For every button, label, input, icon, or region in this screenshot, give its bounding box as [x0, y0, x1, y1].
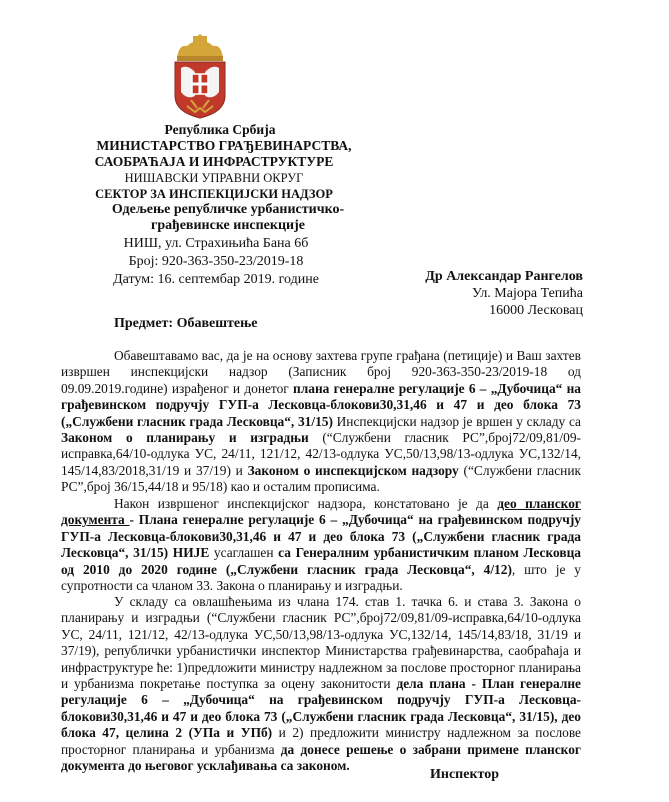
p3-text-1: У складу са овлашћењима из члана 174. став 1. тачка 6. и става 3. Закона о планирању и изградњи (“Службени гласник РС”,број72/09,81/09-исправка,64/10-одлука УС, 24/11, 121/12, 42/13-одлука УС,50/13,98/13-одлука УС,132/14, 145/14,83/18, 31/19 и 37/19), републички урбанистички инспектор Министарства грађевинарства, саобраћаја и инфраструктуре ће: 1)предложити министру надлежном за послове просторног планирања и урбанизма покретање поступка за оцену законитости — [61, 594, 581, 692]
paragraph-1 — [61, 348, 581, 496]
p2-bold-plan: - Плана генералне регулације 6 – „Дубочица“ на грађевинском подручју ГУП-а Лесковца-блокови30,31,46 и 47 и део блока 73 („Службени гласник града Лесковца“, 31/15) НИЈЕ — [61, 512, 582, 561]
republic-name: Република Србија — [164, 122, 276, 137]
department-line2: грађевинске инспекције — [151, 218, 305, 233]
p2-text-2: усаглашен — [209, 545, 279, 561]
p2-bold-gup: са Генералним урбанистичким планом Лесковца од 2010 до 2020 године („Службени гласник града Лесковца“, 4/12) — [61, 545, 581, 577]
ministry-line2: САОБРАЋАЈА И ИНФРАСТРУКТУРЕ — [94, 154, 334, 169]
p1-text-2: Инспекцијски надзор је вршен у складу са — [332, 413, 581, 429]
p1-bold-law: Законом о планирању и изградњи — [61, 430, 309, 446]
recipient-city: 16000 Лесковац — [489, 303, 583, 318]
p1-text-1: Обавештавамо вас, да је на основу захтева групе грађана (петиције) и Ваш захтев извршен инспекцијски надзор (Записник број 920-363-350-23/2019-18 од 09.09.2019.године) израђеног и донетог — [61, 348, 581, 396]
p3-bold-plan: дела плана - План генералне регулације 6 – „Дубочица“ на грађевинском подручју ГУП-а Лесковца-блокови30,31,46 и 47 и део блока 73 („Службени гласник града Лесковца“, 31/15), део блока 47, целина 2 (УПа и УПб) — [61, 676, 581, 741]
ministry-line1: МИНИСТАРСТВО ГРАЂЕВИНАРСТВА, — [96, 138, 352, 153]
p1-bold-plan: плана генералне регулације 6 – „Дубочица“ на грађевинском подручју ГУП-а Лесковца-блокови30,31,46 и 47 и део блока 73 („Службени гласник града Лесковца“, 31/15) — [61, 380, 581, 429]
p2-text-1: Након извршеног инспекцијског надзора, констатовано је да — [114, 496, 498, 511]
department-line1: Одељење републичке урбанистичко- — [111, 202, 345, 217]
document-number: Број: 920-363-350-23/2019-18 — [128, 254, 304, 269]
paragraph-2 — [61, 496, 581, 594]
signature-title: Инспектор — [430, 767, 499, 782]
p3-bold-decision: да донесе решење о забрани примене планског документа до његовог усклађивања са законом. — [61, 741, 581, 774]
paragraph-3 — [61, 594, 581, 774]
district: НИШАВСКИ УПРАВНИ ОКРУГ — [124, 171, 304, 185]
p3-text-2: и 2) предложити министру надлежном за послове просторног планирања и урбанизма — [61, 725, 582, 757]
recipient-name: Др Александар Рангелов — [425, 269, 583, 284]
recipient-block — [425, 268, 583, 319]
p2-bold-underline: део планског документа — [61, 496, 581, 528]
serbian-coat-of-arms-icon — [165, 34, 235, 120]
sector: СЕКТОР ЗА ИНСПЕКЦИЈСКИ НАДЗОР — [95, 187, 333, 201]
p1-bold-law-inspection: Законом о инспекцијском надзору — [247, 462, 459, 478]
p1-text-3: (“Службени гласник РС”,број72/09,81/09-исправка,64/10-одлука УС, 24/11, 121/12, 42/13-одлука УС,50/13,98/13-одлука УС,132/14, 145/14,83/2018,31/19 и 37/19) и — [61, 430, 581, 478]
document-date: Датум: 16. септембар 2019. године — [113, 272, 319, 287]
p2-text-3: , што је у супротности са чланом 33. Закона о планирању и изградњи. — [61, 561, 582, 594]
address: НИШ, ул. Страхињића Бана 6б — [123, 236, 309, 251]
recipient-street: Ул. Мајора Тепића — [471, 286, 583, 301]
subject-line: Предмет: Обавештење — [114, 316, 258, 331]
p1-text-4: (“Службени гласник РС”,број 36/15,44/18 и 95/18) као и осталим прописима. — [61, 462, 581, 495]
